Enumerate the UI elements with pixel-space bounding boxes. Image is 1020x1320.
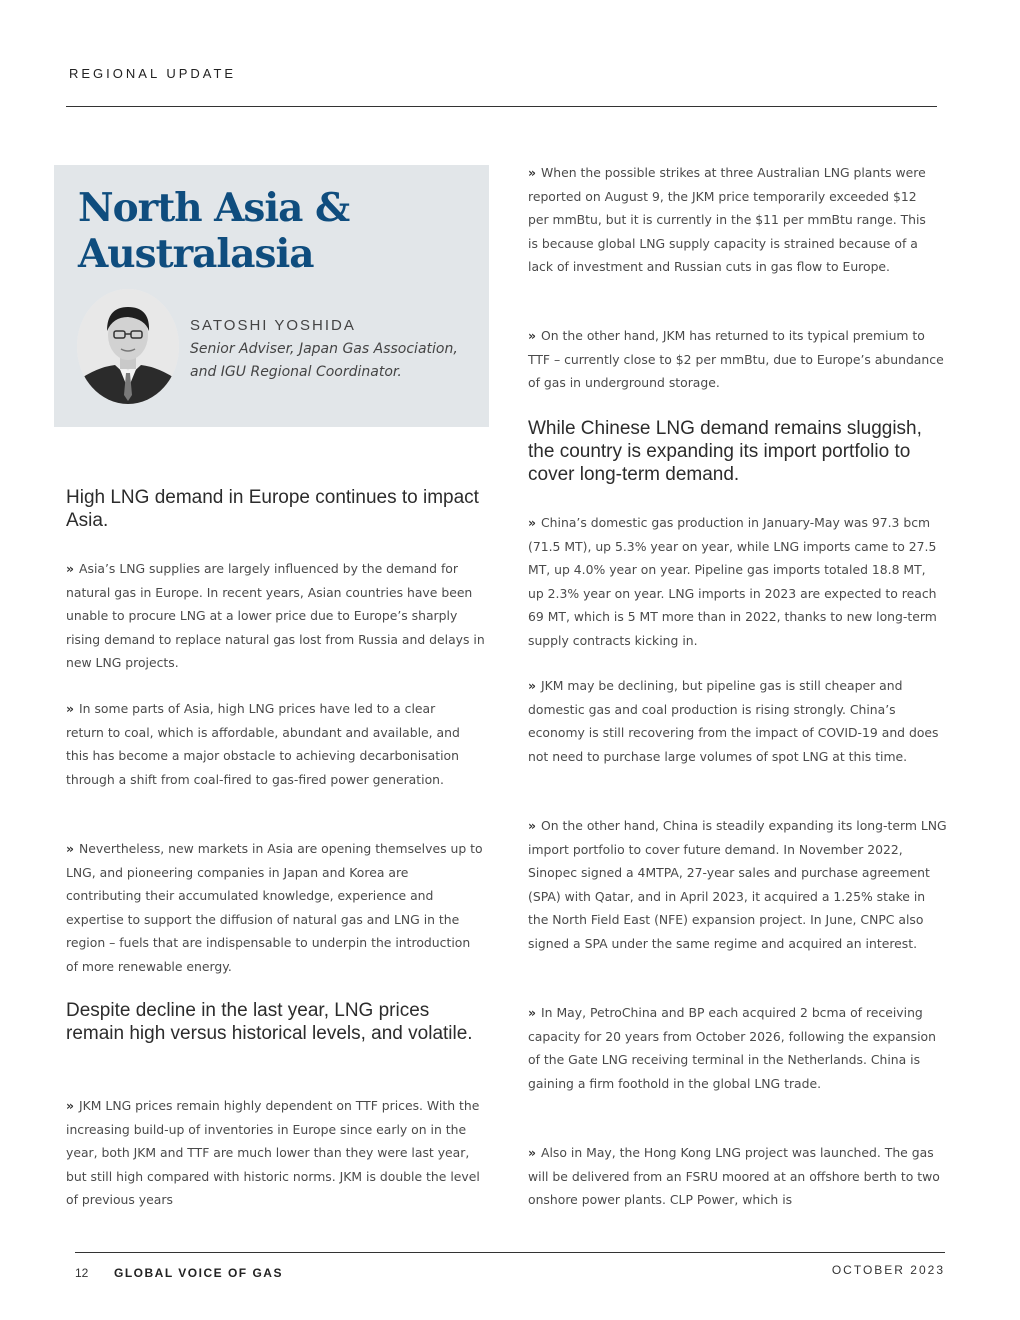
bullet-icon: » [528,1145,537,1160]
bullet-icon: » [528,165,537,180]
author-avatar [77,289,179,404]
author-name: SATOSHI YOSHIDA [190,317,356,334]
publication-name: GLOBAL VOICE OF GAS [114,1266,283,1280]
bullet-icon: » [66,561,75,576]
body-paragraph: » In some parts of Asia, high LNG prices have led to a clear return to coal, which is affordable, abundant and available, and this has become a major obstacle to achieving decarbonisation through a shift from coal-fired to gas-fired power generation. [66,701,460,787]
section-heading: Despite decline in the last year, LNG prices remain high versus historical levels, and volatile. [66,1000,473,1044]
bullet-icon: » [528,678,537,693]
body-paragraph: » On the other hand, China is steadily expanding its long-term LNG import portfolio to cover future demand. In November 2022, Sinopec signed a 4MTPA, 27-year sales and purchase agreement (SPA) with Qatar, and in April 2023, it acquired a 1.25% stake in the North Field East (NFE) expansion project. In June, CNPC also signed a SPA under the same regime and acquired an interest. [528,818,947,951]
page-number: 12 [75,1266,89,1280]
body-paragraph: » China’s domestic gas production in January-May was 97.3 bcm (71.5 MT), up 5.3% year on year, while LNG imports came to 27.5 MT, up 4.0% year on year. Pipeline gas imports totaled 18.8 MT, up 2.3% year on year. LNG imports in 2023 are expected to reach 69 MT, which is 5 MT more than in 2022, thanks to new long-term supply contracts kicking in. [528,515,937,648]
body-paragraph: » Also in May, the Hong Kong LNG project was launched. The gas will be delivered from an FSRU moored at an offshore berth to two onshore power plants. CLP Power, which is [528,1145,940,1207]
bullet-icon: » [66,1098,75,1113]
bullet-icon: » [528,328,537,343]
section-heading: High LNG demand in Europe continues to impact Asia. [66,487,479,531]
body-paragraph: » Nevertheless, new markets in Asia are opening themselves up to LNG, and pioneering companies in Japan and Korea are contributing their accumulated knowledge, experience and expertise to support the diffusion of natural gas and LNG in the region – fuels that are indispensable to underpin the introduction of more renewable energy. [66,841,483,974]
bullet-icon: » [66,701,75,716]
body-paragraph: » On the other hand, JKM has returned to its typical premium to TTF – currently close to $2 per mmBtu, due to Europe’s abundance of gas in underground storage. [528,328,944,390]
section-label: REGIONAL UPDATE [69,66,237,81]
header-divider [66,106,937,107]
section-heading: While Chinese LNG demand remains sluggish, the country is expanding its import portfolio to cover long-term demand. [528,418,922,485]
bullet-icon: » [66,841,75,856]
author-role: Senior Adviser, Japan Gas Association, and IGU Regional Coordinator. [190,341,458,380]
bullet-icon: » [528,818,537,833]
body-paragraph: » JKM may be declining, but pipeline gas is still cheaper and domestic gas and coal production is rising strongly. China’s economy is still recovering from the impact of COVID-19 and does not need to purchase large volumes of spot LNG at this time. [528,678,939,764]
footer-divider [75,1252,945,1253]
body-paragraph: » When the possible strikes at three Australian LNG plants were reported on August 9, the JKM price temporarily exceeded $12 per mmBtu, but it is currently in the $11 per mmBtu range. This is because global LNG supply capacity is strained because of a lack of investment and Russian cuts in gas flow to Europe. [528,165,926,274]
bullet-icon: » [528,1005,537,1020]
bullet-icon: » [528,515,537,530]
issue-date: OCTOBER 2023 [831,1263,945,1277]
article-title-box [54,165,489,427]
body-paragraph: » In May, PetroChina and BP each acquired 2 bcma of receiving capacity for 20 years from October 2026, following the expansion of the Gate LNG receiving terminal in the Netherlands. China is gaining a firm foothold in the global LNG trade. [528,1005,936,1091]
article-title: North Asia & Australasia [78,185,350,277]
body-paragraph: » JKM LNG prices remain highly dependent on TTF prices. With the increasing build-up of inventories in Europe since early on in the year, both JKM and TTF are much lower than they were last year, but still high compared with historic norms. JKM is double the level of previous years [66,1098,480,1207]
body-paragraph: » Asia’s LNG supplies are largely influenced by the demand for natural gas in Europe. In recent years, Asian countries have been unable to procure LNG at a lower price due to Europe’s sharply rising demand to replace natural gas lost from Russia and delays in new LNG projects. [66,561,485,670]
